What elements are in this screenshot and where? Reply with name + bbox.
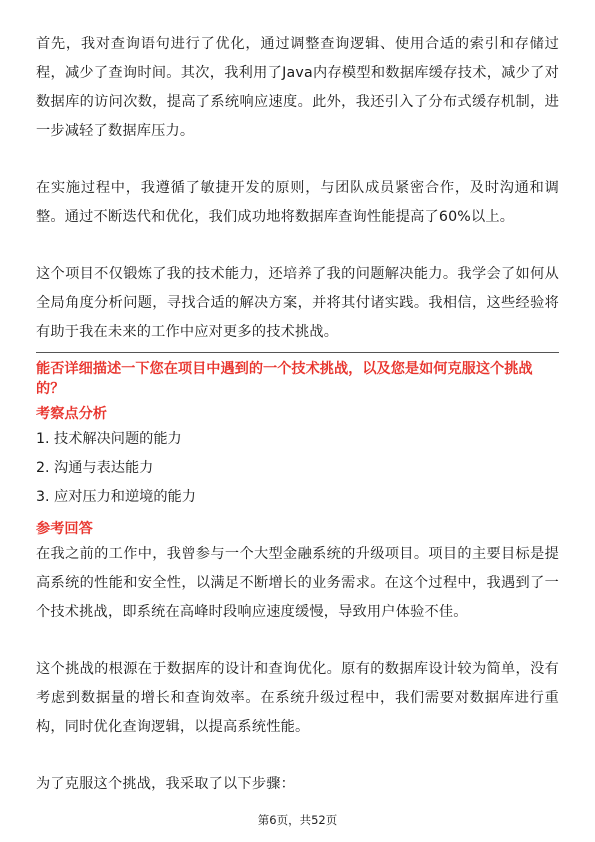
intro-paragraph-1: 首先，我对查询语句进行了优化，通过调整查询逻辑、使用合适的索引和存储过程，减少了查询时间。其次，我利用了Java内存模型和数据库缓存技术，减少了对数据库的访问次数，提高了系统响应速度。此外，我还引入了分布式缓存机制，进一步减轻了数据库压力。 (36, 36, 559, 139)
analysis-list (36, 425, 559, 512)
analysis-item-1: 1. 技术解决问题的能力 (36, 431, 182, 447)
intro-paragraph-3: 这个项目不仅锻炼了我的技术能力，还培养了我的问题解决能力。我学会了如何从全局角度分析问题，寻找合适的解决方案，并将其付诸实践。我相信，这些经验将有助于我在未来的工作中应对更多的技术挑战。 (36, 266, 559, 340)
reference-paragraph-3: 为了克服这个挑战，我采取了以下步骤： (36, 776, 295, 792)
reference-paragraph-1: 在我之前的工作中，我曾参与一个大型金融系统的升级项目。项目的主要目标是提高系统的性能和安全性，以满足不断增长的业务需求。在这个过程中，我遇到了一个技术挑战，即系统在高峰时段响应速度缓慢，导致用户体验不佳。 (36, 546, 559, 620)
page-number-footer: 第6页，共52页 (257, 813, 338, 827)
analysis-item-2: 2. 沟通与表达能力 (36, 460, 154, 476)
section-divider (36, 352, 559, 353)
analysis-heading: 考察点分析 (36, 406, 107, 422)
interview-question: 能否详细描述一下您在项目中遇到的一个技术挑战，以及您是如何克服这个挑战的？ (36, 361, 533, 397)
document-page (36, 30, 559, 799)
reference-heading: 参考回答 (36, 521, 93, 537)
reference-paragraph-2: 这个挑战的根源在于数据库的设计和查询优化。原有的数据库设计较为简单，没有考虑到数据量的增长和查询效率。在系统升级过程中，我们需要对数据库进行重构，同时优化查询逻辑，以提高系统性能。 (36, 661, 559, 735)
intro-paragraph-2: 在实施过程中，我遵循了敏捷开发的原则，与团队成员紧密合作，及时沟通和调整。通过不断迭代和优化，我们成功地将数据库查询性能提高了60%以上。 (36, 180, 559, 225)
analysis-item-3: 3. 应对压力和逆境的能力 (36, 489, 196, 505)
